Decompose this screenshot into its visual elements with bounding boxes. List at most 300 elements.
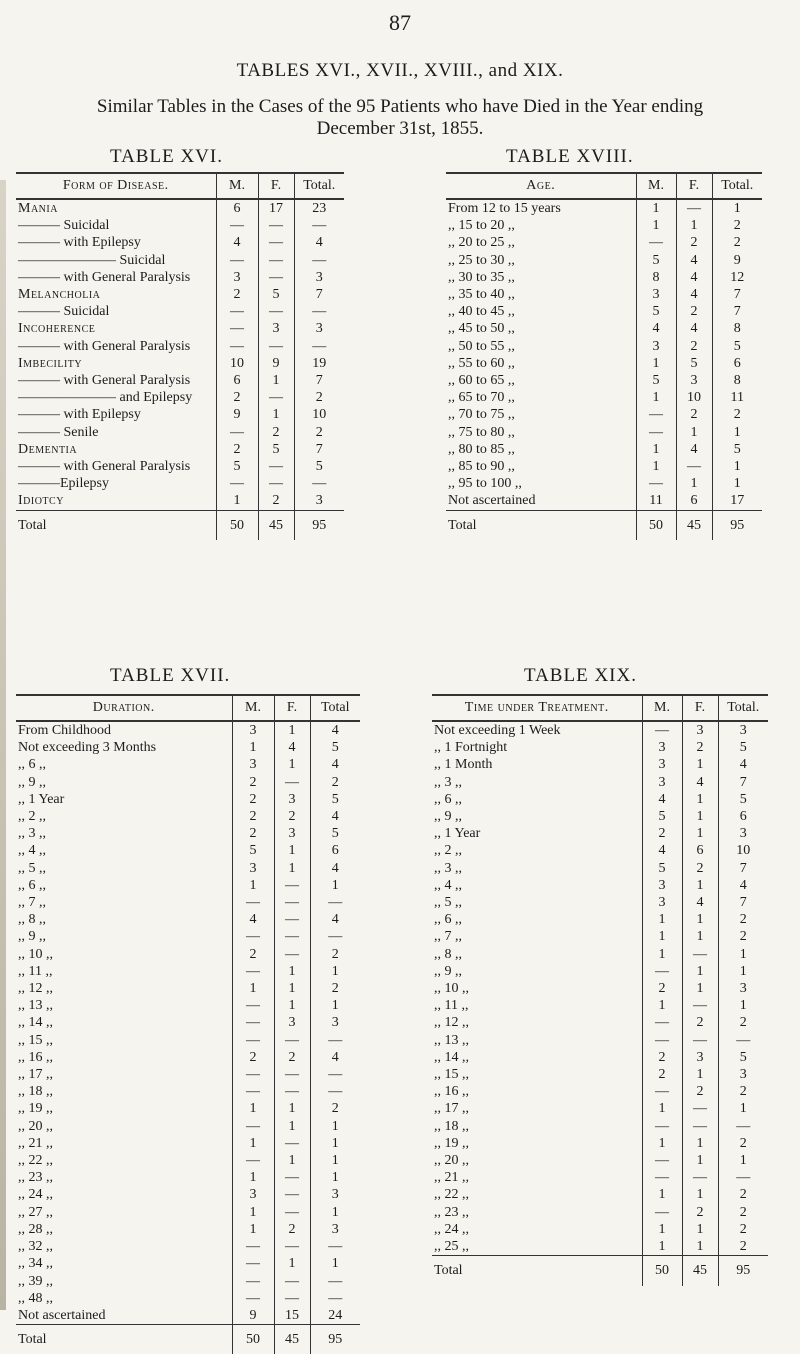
table17-cell-total: 1 <box>310 1118 360 1135</box>
table16-cell-total: 95 <box>294 510 344 540</box>
table19-cell-f: 2 <box>682 1204 718 1221</box>
table17-cell-m: 1 <box>232 1204 274 1221</box>
table17-cell-total: 5 <box>310 825 360 842</box>
table18-cell-m: 1 <box>636 458 676 475</box>
table19-cell-f: 1 <box>682 911 718 928</box>
table17-cell-m: — <box>232 1118 274 1135</box>
table18-cell-label: ,, 25 to 30 ,, <box>448 252 515 268</box>
table19-cell-f: 1 <box>682 756 718 773</box>
table19-cell-label: ,, 4 ,, <box>434 877 462 893</box>
table16-row <box>16 372 344 389</box>
table19-cell-label: ,, 23 ,, <box>434 1204 469 1220</box>
table19-cell-label: ,, 19 ,, <box>434 1135 469 1151</box>
table17-cell-f: — <box>274 1186 310 1203</box>
table17-cell-label: ,, 3 ,, <box>18 826 46 842</box>
table17-row <box>16 1032 360 1049</box>
table18-cell-total: 2 <box>712 406 762 423</box>
table17-cell-total: 4 <box>310 756 360 773</box>
table18-cell-total: 2 <box>712 234 762 251</box>
table17-cell-label: ,, 18 ,, <box>18 1084 53 1100</box>
table16-cell-label: ——— with General Paralysis <box>18 373 191 389</box>
table19-row <box>432 1135 768 1152</box>
table19-cell-f: — <box>682 1118 718 1135</box>
table19-cell-m: 5 <box>642 808 682 825</box>
table16-cell-f: — <box>258 458 294 475</box>
table17-cell-label: ,, 15 ,, <box>18 1032 53 1048</box>
table16-row <box>16 303 344 320</box>
table17-row <box>16 1238 360 1255</box>
table17-cell-m: 2 <box>232 946 274 963</box>
table16-cell-f: — <box>258 338 294 355</box>
table19-cell-f: 2 <box>682 1083 718 1100</box>
table16-cell-f: 2 <box>258 424 294 441</box>
table17-cell-f: 1 <box>274 997 310 1014</box>
table16-cell-label: ——————— Suicidal <box>18 252 166 268</box>
table16-cell-total: 4 <box>294 234 344 251</box>
table17-row <box>16 1049 360 1066</box>
table18-row <box>446 458 762 475</box>
table16-caption: TABLE XVI. <box>110 146 223 167</box>
table19-cell-label: ,, 17 ,, <box>434 1101 469 1117</box>
table19-cell-label: ,, 12 ,, <box>434 1015 469 1031</box>
table18-row <box>446 406 762 423</box>
table18-cell-f: 3 <box>676 372 712 389</box>
table18-cell-f: — <box>676 199 712 217</box>
table16-cell-f: — <box>258 234 294 251</box>
table18-cell-m: 1 <box>636 355 676 372</box>
table19-cell-f: 2 <box>682 739 718 756</box>
table17-cell-label: ,, 21 ,, <box>18 1135 53 1151</box>
table18-cell-total: 1 <box>712 475 762 492</box>
table17-cell-total: 95 <box>310 1325 360 1354</box>
table18-cell-label: ,, 20 to 25 ,, <box>448 235 515 251</box>
table16-row <box>16 286 344 303</box>
table19-cell-label: ,, 10 ,, <box>434 981 469 997</box>
table19-row <box>432 1066 768 1083</box>
table19-total-row <box>432 1256 768 1286</box>
table17-cell-f: — <box>274 911 310 928</box>
table19-cell-total: — <box>718 1118 768 1135</box>
table16-cell-label: ——— with General Paralysis <box>18 338 191 354</box>
table17-cell-label: ,, 48 ,, <box>18 1290 53 1306</box>
table17-cell-total: — <box>310 1032 360 1049</box>
table16-row <box>16 252 344 269</box>
table18-age <box>446 172 762 540</box>
table19-row <box>432 911 768 928</box>
table18-cell-f: 1 <box>676 424 712 441</box>
table16-cell-m: 3 <box>216 269 258 286</box>
table19-cell-f: 1 <box>682 808 718 825</box>
table17-row <box>16 1152 360 1169</box>
table16-cell-m: 9 <box>216 406 258 423</box>
table18-cell-m: 11 <box>636 492 676 510</box>
subtitle-line-2: December 31st, 1855. <box>316 118 484 139</box>
table17-cell-total: 5 <box>310 739 360 756</box>
table17-cell-f: — <box>274 1169 310 1186</box>
table19-row <box>432 1152 768 1169</box>
table18-cell-label: ,, 70 to 75 ,, <box>448 407 515 423</box>
table17-cell-label: ,, 12 ,, <box>18 981 53 997</box>
table18-cell-total: 1 <box>712 458 762 475</box>
table18-cell-f: 4 <box>676 441 712 458</box>
table19-cell-label: ,, 20 ,, <box>434 1153 469 1169</box>
table17-row <box>16 739 360 756</box>
table19-cell-f: 6 <box>682 842 718 859</box>
table19-row <box>432 739 768 756</box>
table19-cell-m: — <box>642 1118 682 1135</box>
table19-header-total: Total. <box>718 695 768 721</box>
table18-cell-total: 5 <box>712 338 762 355</box>
table17-cell-label: ,, 7 ,, <box>18 895 46 911</box>
table16-cell-label: ———Epilepsy <box>18 476 109 492</box>
table19-cell-total: 2 <box>718 1238 768 1256</box>
table16-cell-total: 7 <box>294 286 344 303</box>
table16-cell-total: 2 <box>294 424 344 441</box>
table17-header-total: Total <box>310 695 360 721</box>
table18-cell-f: 2 <box>676 406 712 423</box>
table19-cell-total: — <box>718 1169 768 1186</box>
table18-cell-label: ,, 30 to 35 ,, <box>448 269 515 285</box>
table17-cell-label: ,, 4 ,, <box>18 843 46 859</box>
table17-cell-f: — <box>274 928 310 945</box>
table19-row <box>432 997 768 1014</box>
table19-cell-total: 10 <box>718 842 768 859</box>
table16-cell-m: — <box>216 217 258 234</box>
table17-cell-f: 2 <box>274 1049 310 1066</box>
table19-cell-total: 3 <box>718 721 768 739</box>
table16-cell-f: — <box>258 389 294 406</box>
table16-cell-label: Melancholia <box>18 287 101 303</box>
table16-cell-total: 5 <box>294 458 344 475</box>
table16-cell-m: 5 <box>216 458 258 475</box>
table18-cell-f: 10 <box>676 389 712 406</box>
table17-cell-label: ,, 23 ,, <box>18 1170 53 1186</box>
table16-cell-m: 2 <box>216 389 258 406</box>
table17-cell-m: 1 <box>232 1221 274 1238</box>
table17-cell-total: — <box>310 1290 360 1307</box>
table18-cell-total: 7 <box>712 303 762 320</box>
table16-cell-f: 17 <box>258 199 294 217</box>
table18-cell-total: 11 <box>712 389 762 406</box>
table19-cell-f: — <box>682 1032 718 1049</box>
table17-cell-f: — <box>274 1204 310 1221</box>
table17-cell-m: — <box>232 894 274 911</box>
table19-cell-f: 1 <box>682 1152 718 1169</box>
table17-header-label: Duration. <box>16 695 232 721</box>
table19-cell-label: ,, 8 ,, <box>434 946 462 962</box>
table18-header-label: Age. <box>446 173 636 199</box>
table19-header-label: Time under Treatment. <box>432 695 642 721</box>
table19-cell-total: 3 <box>718 825 768 842</box>
table19-cell-f: 1 <box>682 791 718 808</box>
table17-cell-total: 1 <box>310 1135 360 1152</box>
table18-cell-f: 2 <box>676 234 712 251</box>
table17-cell-total: — <box>310 1238 360 1255</box>
table16-row <box>16 458 344 475</box>
table19-cell-label: ,, 3 ,, <box>434 860 462 876</box>
table18-cell-f: — <box>676 458 712 475</box>
table18-cell-label: ,, 50 to 55 ,, <box>448 338 515 354</box>
table19-cell-total: 2 <box>718 928 768 945</box>
table17-cell-total: 1 <box>310 997 360 1014</box>
table17-cell-m: 1 <box>232 980 274 997</box>
table19-cell-label: Not exceeding 1 Week <box>434 723 561 738</box>
table16-cell-m: — <box>216 424 258 441</box>
table19-cell-f: 4 <box>682 774 718 791</box>
table17-cell-m: — <box>232 1066 274 1083</box>
table18-row <box>446 303 762 320</box>
table17-cell-f: — <box>274 894 310 911</box>
table17-cell-m: — <box>232 1290 274 1307</box>
table19-cell-m: 3 <box>642 756 682 773</box>
table18-cell-label: From 12 to 15 years <box>448 201 561 216</box>
table17-cell-label: ,, 34 ,, <box>18 1256 53 1272</box>
page-title: TABLES XVI., XVII., XVIII., and XIX. <box>236 60 564 81</box>
table17-cell-m: 3 <box>232 860 274 877</box>
table17-row <box>16 928 360 945</box>
table17-cell-f: 1 <box>274 756 310 773</box>
table17-cell-total: 2 <box>310 946 360 963</box>
table16-cell-total: 10 <box>294 406 344 423</box>
table17-row <box>16 1100 360 1117</box>
table18-cell-label: Not ascertained <box>448 493 536 509</box>
table18-cell-m: 1 <box>636 199 676 217</box>
table18-cell-label: ,, 95 to 100 ,, <box>448 476 522 492</box>
table17-cell-total: 3 <box>310 1014 360 1031</box>
table17-cell-f: 1 <box>274 963 310 980</box>
table19-caption: TABLE XIX. <box>524 665 637 686</box>
table19-cell-f: 1 <box>682 877 718 894</box>
table17-row <box>16 894 360 911</box>
table16-cell-total: 2 <box>294 389 344 406</box>
table16-row <box>16 406 344 423</box>
table18-cell-f: 6 <box>676 492 712 510</box>
table19-row <box>432 980 768 997</box>
table19-cell-label: ,, 24 ,, <box>434 1221 469 1237</box>
table19-cell-label: ,, 22 ,, <box>434 1187 469 1203</box>
table16-header-f: F. <box>258 173 294 199</box>
table16-header-label: Form of Disease. <box>16 173 216 199</box>
table16-cell-total: 7 <box>294 372 344 389</box>
table18-cell-total: 8 <box>712 372 762 389</box>
table19-cell-label: ,, 18 ,, <box>434 1118 469 1134</box>
table17-cell-label: ,, 24 ,, <box>18 1187 53 1203</box>
table19-treatment-time <box>432 694 768 1286</box>
table17-cell-f: 1 <box>274 1118 310 1135</box>
table19-cell-m: — <box>642 1083 682 1100</box>
table16-row <box>16 441 344 458</box>
table17-row <box>16 721 360 739</box>
table19-cell-f: 1 <box>682 963 718 980</box>
table16-row <box>16 424 344 441</box>
table17-cell-total: 4 <box>310 808 360 825</box>
table17-cell-f: 1 <box>274 1152 310 1169</box>
table19-cell-label: ,, 1 Fortnight <box>434 740 508 756</box>
table19-cell-m: 3 <box>642 774 682 791</box>
table18-row <box>446 372 762 389</box>
table17-row <box>16 791 360 808</box>
table16-row <box>16 320 344 337</box>
table17-cell-label: ,, 11 ,, <box>18 963 53 979</box>
table17-row <box>16 1273 360 1290</box>
table16-cell-f: — <box>258 475 294 492</box>
table19-cell-total: 4 <box>718 756 768 773</box>
table16-row <box>16 389 344 406</box>
table16-cell-f: — <box>258 269 294 286</box>
table18-cell-m: 5 <box>636 252 676 269</box>
table19-row <box>432 1204 768 1221</box>
page-subtitle <box>40 96 760 140</box>
table16-row <box>16 338 344 355</box>
table19-header-m: M. <box>642 695 682 721</box>
table16-cell-label: ——— Suicidal <box>18 218 110 234</box>
table19-cell-f: — <box>682 1169 718 1186</box>
table17-cell-total: — <box>310 894 360 911</box>
table16-cell-label: ——— Senile <box>18 424 99 440</box>
table17-row <box>16 963 360 980</box>
table17-cell-m: 1 <box>232 1100 274 1117</box>
table16-cell-label: ——— with Epilepsy <box>18 407 141 423</box>
table17-cell-f: 15 <box>274 1307 310 1325</box>
table18-header-total: Total. <box>712 173 762 199</box>
table19-cell-m: 1 <box>642 1100 682 1117</box>
table16-cell-total: 3 <box>294 320 344 337</box>
table17-cell-m: 9 <box>232 1307 274 1325</box>
table19-cell-label: Total <box>432 1256 642 1286</box>
table17-total-row <box>16 1325 360 1354</box>
table17-cell-label: ,, 17 ,, <box>18 1067 53 1083</box>
table19-cell-label: ,, 2 ,, <box>434 843 462 859</box>
table17-cell-f: 2 <box>274 808 310 825</box>
table17-cell-total: 5 <box>310 791 360 808</box>
table16-cell-total: 23 <box>294 199 344 217</box>
table19-cell-total: — <box>718 1032 768 1049</box>
table19-row <box>432 1014 768 1031</box>
table19-cell-m: 1 <box>642 946 682 963</box>
table18-cell-m: 8 <box>636 269 676 286</box>
table18-row <box>446 424 762 441</box>
table19-cell-f: 2 <box>682 1014 718 1031</box>
table18-cell-m: 1 <box>636 217 676 234</box>
table17-cell-f: — <box>274 1273 310 1290</box>
table17-row <box>16 842 360 859</box>
table18-row <box>446 441 762 458</box>
table17-cell-f: 1 <box>274 1255 310 1272</box>
table17-cell-f: — <box>274 1135 310 1152</box>
table19-cell-f: — <box>682 997 718 1014</box>
table17-cell-m: — <box>232 1152 274 1169</box>
table19-cell-f: 1 <box>682 1066 718 1083</box>
table19-cell-total: 2 <box>718 911 768 928</box>
table18-cell-m: 4 <box>636 320 676 337</box>
table18-cell-m: — <box>636 424 676 441</box>
table18-cell-m: — <box>636 406 676 423</box>
table18-cell-label: ,, 80 to 85 ,, <box>448 441 515 457</box>
table18-cell-total: 6 <box>712 355 762 372</box>
table17-cell-f: — <box>274 946 310 963</box>
table19-cell-m: — <box>642 1204 682 1221</box>
table19-row <box>432 894 768 911</box>
table17-cell-m: 2 <box>232 825 274 842</box>
table19-cell-total: 2 <box>718 1135 768 1152</box>
table19-cell-m: — <box>642 1152 682 1169</box>
table19-cell-total: 2 <box>718 1221 768 1238</box>
table19-cell-m: 3 <box>642 739 682 756</box>
table17-cell-total: 1 <box>310 877 360 894</box>
table17-cell-total: 1 <box>310 1204 360 1221</box>
table17-cell-total: 3 <box>310 1186 360 1203</box>
table18-cell-f: 4 <box>676 286 712 303</box>
table17-row <box>16 808 360 825</box>
table17-cell-m: — <box>232 1032 274 1049</box>
table17-cell-f: — <box>274 1083 310 1100</box>
table17-cell-label: ,, 32 ,, <box>18 1239 53 1255</box>
table19-row <box>432 928 768 945</box>
table17-row <box>16 825 360 842</box>
table17-cell-f: 3 <box>274 1014 310 1031</box>
table19-cell-label: ,, 5 ,, <box>434 895 462 911</box>
table16-cell-f: — <box>258 217 294 234</box>
table19-row <box>432 946 768 963</box>
table19-cell-m: 2 <box>642 980 682 997</box>
table17-cell-m: — <box>232 997 274 1014</box>
table18-cell-m: 1 <box>636 389 676 406</box>
table17-cell-f: 45 <box>274 1325 310 1354</box>
table19-cell-f: — <box>682 946 718 963</box>
table19-header-f: F. <box>682 695 718 721</box>
table17-header-f: F. <box>274 695 310 721</box>
table19-row <box>432 791 768 808</box>
table17-cell-label: ,, 13 ,, <box>18 998 53 1014</box>
table19-cell-label: ,, 25 ,, <box>434 1239 469 1255</box>
table18-cell-m: 5 <box>636 372 676 389</box>
table17-cell-f: — <box>274 877 310 894</box>
table17-cell-label: ,, 9 ,, <box>18 929 46 945</box>
table17-row <box>16 1118 360 1135</box>
table16-cell-label: ——————— and Epilepsy <box>18 390 193 406</box>
table19-cell-f: 1 <box>682 980 718 997</box>
table16-cell-f: 1 <box>258 372 294 389</box>
table17-header-m: M. <box>232 695 274 721</box>
table19-row <box>432 860 768 877</box>
table17-cell-label: Not ascertained <box>18 1307 106 1323</box>
table17-cell-f: — <box>274 1066 310 1083</box>
table17-cell-f: 1 <box>274 1100 310 1117</box>
table17-row <box>16 756 360 773</box>
table16-cell-total: — <box>294 475 344 492</box>
table16-cell-f: 5 <box>258 286 294 303</box>
table18-cell-f: 2 <box>676 303 712 320</box>
table16-cell-label: Mania <box>18 201 58 216</box>
table18-cell-f: 2 <box>676 338 712 355</box>
table17-cell-total: 1 <box>310 1152 360 1169</box>
table17-cell-m: — <box>232 1238 274 1255</box>
table19-cell-f: 1 <box>682 1135 718 1152</box>
table17-cell-label: ,, 27 ,, <box>18 1204 53 1220</box>
table17-row <box>16 1135 360 1152</box>
table18-cell-label: ,, 45 to 50 ,, <box>448 321 515 337</box>
table19-cell-m: 1 <box>642 1186 682 1203</box>
table17-cell-total: 4 <box>310 911 360 928</box>
table17-row <box>16 1014 360 1031</box>
table17-cell-f: — <box>274 1238 310 1255</box>
table17-cell-label: ,, 16 ,, <box>18 1049 53 1065</box>
table18-row <box>446 234 762 251</box>
table18-header-f: F. <box>676 173 712 199</box>
table18-cell-f: 4 <box>676 320 712 337</box>
table18-header-m: M. <box>636 173 676 199</box>
table19-cell-total: 95 <box>718 1256 768 1286</box>
